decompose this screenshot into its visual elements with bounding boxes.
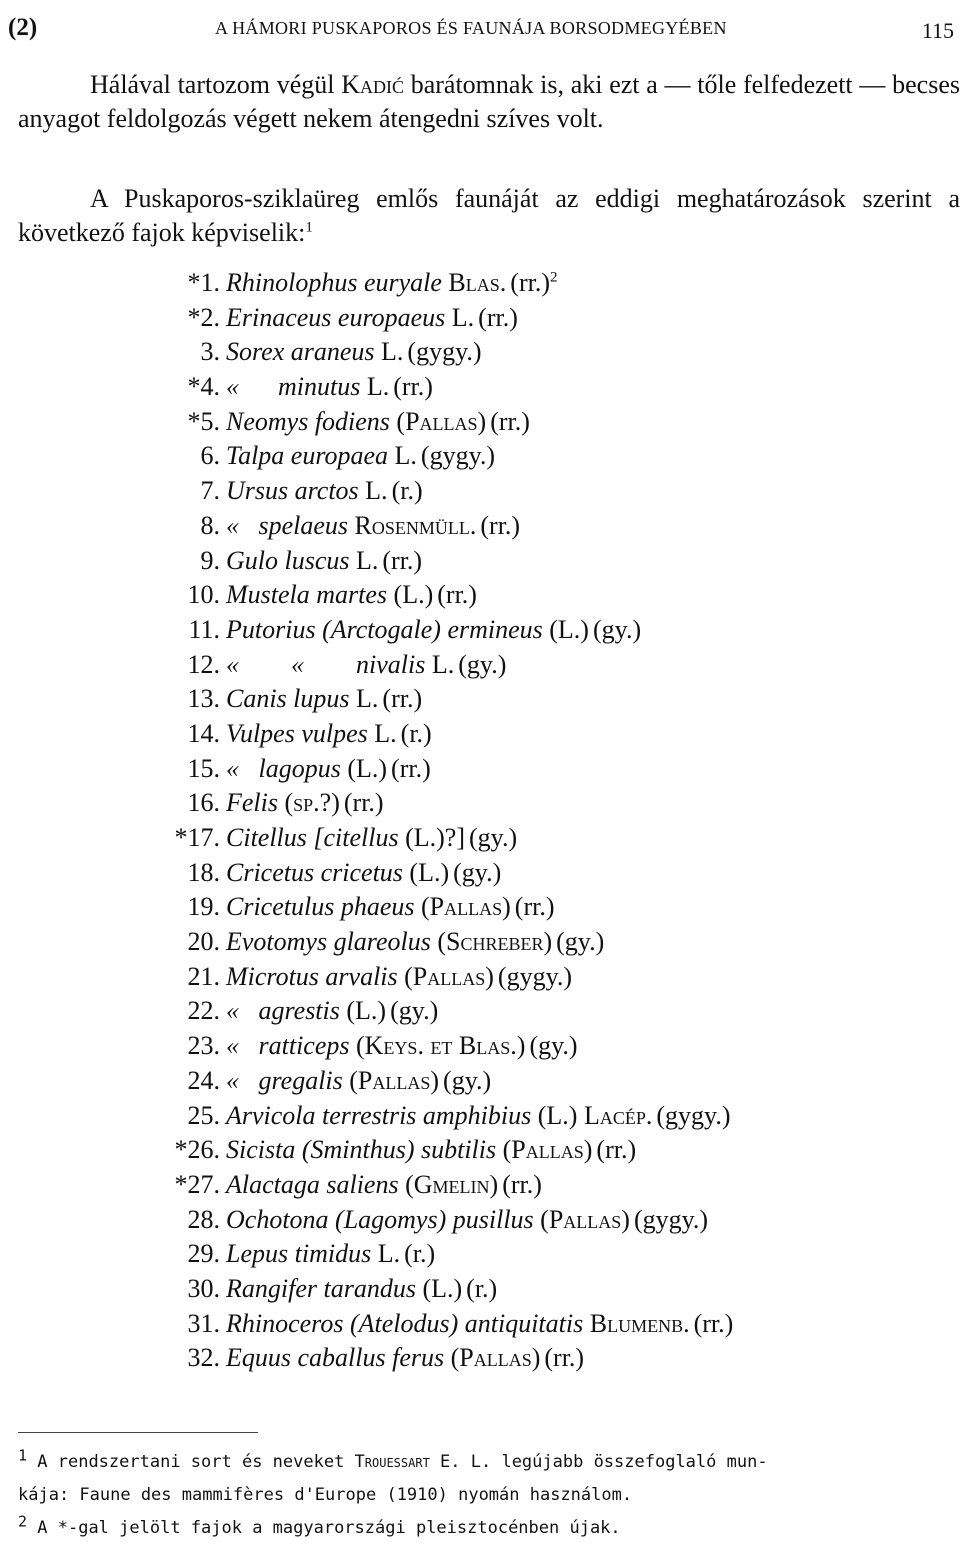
species-row	[150, 509, 950, 544]
species-row	[150, 1272, 950, 1307]
species-number: 3.	[200, 337, 220, 367]
para2-text: A Puskaporos-sziklaüreg emlős faunáját az eddigi meghatározások szerint a következő fajok képviselik:	[18, 184, 960, 247]
species-name: Felis	[226, 788, 278, 818]
species-name: Equus caballus ferus	[226, 1343, 445, 1373]
species-row	[150, 1307, 950, 1342]
species-name: Rangifer tarandus	[226, 1273, 416, 1303]
species-number: 9.	[200, 545, 220, 575]
species-row	[150, 890, 950, 925]
person-name-kadic: Kadić	[341, 70, 404, 99]
abundance-note: (rr.)	[478, 302, 518, 332]
species-row	[150, 266, 950, 301]
species-name: Erinaceus europaeus	[226, 302, 446, 332]
species-author: L.	[356, 545, 379, 575]
species-name: Ochotona (Lagomys) pusillus	[226, 1204, 534, 1234]
species-name: Talpa europaea	[226, 441, 389, 471]
species-name: Rhinolophus euryale	[226, 268, 442, 297]
footnote-ref-2[interactable]: 2	[549, 269, 558, 286]
species-author: (L.)?]	[405, 823, 466, 852]
footnote-ref-1[interactable]: 1	[305, 219, 313, 236]
species-number: 23.	[187, 1031, 220, 1061]
species-row	[150, 405, 950, 440]
species-number: 7.	[200, 476, 220, 506]
species-name: Sorex araneus	[226, 337, 375, 367]
species-author: Rosenmüll.	[354, 510, 477, 540]
species-name: Neomys fodiens	[226, 406, 390, 436]
species-number: *4.	[187, 372, 220, 402]
species-row	[150, 786, 950, 821]
species-author: (Pallas)	[349, 1065, 440, 1095]
species-author: L.	[374, 718, 397, 748]
abundance-note: (rr.)	[382, 545, 423, 575]
abundance-note: (gy.)	[556, 927, 605, 957]
species-number: 10.	[187, 580, 220, 610]
abundance-note: (gy.)	[390, 996, 439, 1026]
species-author: (L.) Lacép.	[537, 1100, 653, 1130]
abundance-note: (rr.)	[480, 510, 521, 540]
species-number: *5.	[187, 406, 220, 436]
species-name: Mustela martes	[226, 580, 388, 610]
species-row	[150, 1029, 950, 1064]
species-name: Evotomys glareolus	[226, 927, 431, 957]
species-author: (L.)	[422, 1273, 463, 1303]
species-row	[150, 925, 950, 960]
species-row	[150, 1064, 950, 1099]
species-author: (Pallas)	[404, 961, 494, 991]
abundance-note: (gy.)	[529, 1031, 578, 1061]
acknowledgement-paragraph	[18, 68, 960, 136]
abundance-note: (rr.)	[510, 268, 550, 297]
footnote-2-mark: 2	[18, 1512, 28, 1531]
species-number: 25.	[187, 1100, 220, 1130]
species-row	[150, 613, 950, 648]
page-number: 115	[921, 18, 954, 43]
species-number: 24.	[187, 1065, 220, 1095]
species-name: Putorius (Arctogale) ermineus	[226, 614, 543, 644]
abundance-note: (r.)	[466, 1273, 498, 1303]
abundance-note: (gygy.)	[656, 1100, 731, 1130]
species-row	[150, 682, 950, 717]
species-name: Alactaga saliens	[226, 1169, 399, 1199]
para1-text-b: barátomnak is, aki ezt a — tőle felfedezett — becses anyagot feldolgozás végett nekem átengedni szíves volt.	[18, 70, 960, 133]
species-row	[150, 994, 950, 1029]
abundance-note: (rr.)	[343, 788, 384, 818]
abundance-note: (gy.)	[592, 614, 642, 644]
fauna-intro-paragraph	[18, 182, 960, 250]
species-number: 12.	[187, 649, 220, 679]
abundance-note: (gy.)	[469, 823, 518, 852]
abundance-note: (rr.)	[490, 406, 530, 436]
species-number: 13.	[187, 684, 220, 714]
species-author: (Pallas)	[502, 1135, 593, 1165]
species-number: 11.	[188, 614, 220, 644]
species-name: Rhinoceros (Atelodus) antiquitatis	[226, 1308, 584, 1338]
species-name: Lepus timidus	[226, 1239, 372, 1269]
footnote-2	[18, 1512, 948, 1545]
abundance-note: (rr.)	[391, 753, 431, 783]
species-name: Cricetulus phaeus	[226, 892, 415, 922]
species-list	[150, 266, 950, 1376]
species-name: « « nivalis	[226, 649, 426, 679]
abundance-note: (r.)	[400, 718, 432, 748]
species-author: (Schreber)	[437, 927, 553, 957]
species-name: « lagopus	[226, 753, 341, 783]
species-name: « minutus	[226, 372, 361, 402]
species-author: L.	[451, 302, 475, 332]
species-name: Arvicola terrestris amphibius	[226, 1100, 532, 1130]
species-author: (Pallas)	[421, 892, 511, 922]
species-name: Sicista (Sminthus) subtilis	[226, 1135, 497, 1165]
footnote-1-mark: 1	[18, 1446, 28, 1465]
abundance-note: (gygy.)	[633, 1204, 709, 1234]
running-title: A HÁMORI PUSKAPOROS ÉS FAUNÁJA BORSODMEGYÉBEN	[215, 18, 727, 38]
species-author: (L.)	[346, 996, 387, 1026]
species-row	[150, 1341, 950, 1376]
species-number: 14.	[187, 718, 220, 748]
species-row	[150, 752, 950, 787]
species-author: (L.)	[549, 614, 589, 644]
species-number: 21.	[187, 961, 220, 991]
species-row	[150, 544, 950, 579]
species-row	[150, 717, 950, 752]
species-author: (L.)	[347, 753, 388, 783]
species-row	[150, 335, 950, 370]
abundance-note: (gy.)	[443, 1065, 492, 1095]
species-number: *26.	[174, 1135, 220, 1165]
running-header	[0, 14, 960, 44]
species-name: Ursus arctos	[226, 476, 359, 506]
species-author: (sp.?)	[284, 788, 340, 818]
species-author: L.	[394, 441, 417, 471]
species-row	[150, 856, 950, 891]
species-number: 22.	[187, 996, 220, 1026]
species-number: 18.	[187, 857, 220, 887]
species-number: 19.	[187, 892, 220, 922]
footnote-1-text-a: A rendszertani sort és neveket	[27, 1452, 355, 1472]
species-number: 8.	[200, 510, 220, 540]
species-row	[150, 648, 950, 683]
species-author: Blumenb.	[589, 1308, 690, 1338]
species-author: (Gmelin)	[405, 1169, 499, 1199]
species-author: (Keys. et Blas.)	[356, 1031, 526, 1061]
species-row	[150, 1203, 950, 1238]
footnote-1-text-b: E. L. legújabb összefoglaló mun-	[429, 1452, 768, 1472]
abundance-note: (rr.)	[596, 1135, 637, 1165]
species-number: *2.	[187, 302, 220, 332]
para1-text-a: Hálával tartozom végül	[90, 70, 342, 99]
abundance-note: (rr.)	[693, 1308, 734, 1338]
species-author: (L.)	[409, 857, 450, 887]
abundance-note: (r.)	[391, 476, 423, 506]
chapter-number: (2)	[8, 14, 38, 41]
species-name: « agrestis	[226, 996, 340, 1026]
abundance-note: (r.)	[404, 1239, 436, 1269]
abundance-note: (gygy.)	[407, 337, 482, 367]
abundance-note: (gygy.)	[497, 961, 573, 991]
species-number: *1.	[187, 268, 220, 297]
species-number: 28.	[187, 1204, 220, 1234]
species-row	[150, 1168, 950, 1203]
abundance-note: (rr.)	[514, 892, 555, 922]
abundance-note: (rr.)	[544, 1343, 585, 1373]
abundance-note: (rr.)	[502, 1169, 542, 1199]
species-row	[150, 474, 950, 509]
species-name: Microtus arvalis	[226, 961, 398, 991]
species-author: L.	[431, 649, 455, 679]
abundance-note: (rr.)	[437, 580, 477, 610]
species-number: *27.	[174, 1169, 220, 1199]
species-name: Canis lupus	[226, 684, 350, 714]
abundance-note: (rr.)	[393, 372, 433, 402]
species-row	[150, 1133, 950, 1168]
footnote-2-text: A *-gal jelölt fajok a magyarországi pleisztocénben újak.	[27, 1518, 621, 1538]
species-row	[150, 301, 950, 336]
species-number: 32.	[187, 1343, 220, 1373]
species-author: L.	[366, 372, 390, 402]
species-author: (Pallas)	[396, 406, 487, 436]
species-name: « ratticeps	[226, 1031, 350, 1061]
species-row	[150, 821, 950, 856]
abundance-note: (gy.)	[458, 649, 507, 679]
species-row	[150, 370, 950, 405]
footnotes	[18, 1446, 948, 1545]
species-number: 6.	[200, 441, 220, 471]
species-number: 30.	[187, 1273, 220, 1303]
species-author: (Pallas)	[450, 1343, 541, 1373]
species-name: Vulpes vulpes	[226, 718, 368, 748]
species-author: L.	[365, 476, 388, 506]
species-author: (Pallas)	[540, 1204, 630, 1234]
species-author: L.	[356, 684, 379, 714]
footnote-divider	[18, 1432, 258, 1433]
species-name: Gulo luscus	[226, 545, 350, 575]
species-author: L.	[381, 337, 404, 367]
abundance-note: (gy.)	[453, 857, 502, 887]
species-number: 16.	[187, 788, 220, 818]
species-row	[150, 1099, 950, 1134]
species-author: (L.)	[393, 580, 434, 610]
species-number: 15.	[187, 753, 220, 783]
species-row	[150, 960, 950, 995]
species-number: 31.	[187, 1308, 220, 1338]
species-author: L.	[377, 1239, 401, 1269]
species-name: « gregalis	[226, 1065, 343, 1095]
footnote-1-line-2: kája: Faune des mammifères d'Europe (1910) nyomán használom.	[18, 1485, 633, 1505]
species-row	[150, 578, 950, 613]
abundance-note: (rr.)	[382, 684, 423, 714]
species-row	[150, 1237, 950, 1272]
species-name: Cricetus cricetus	[226, 857, 403, 887]
species-row	[150, 439, 950, 474]
footnote-1-line-1	[18, 1446, 948, 1479]
author-name-trouessart: Trouessart	[354, 1452, 430, 1472]
species-number: 20.	[187, 927, 220, 957]
species-name: « spelaeus	[226, 510, 349, 540]
species-number: *17.	[174, 823, 220, 852]
species-number: 29.	[187, 1239, 220, 1269]
species-author: Blas.	[448, 268, 507, 297]
species-name: Citellus [citellus	[226, 823, 399, 852]
abundance-note: (gygy.)	[420, 441, 496, 471]
